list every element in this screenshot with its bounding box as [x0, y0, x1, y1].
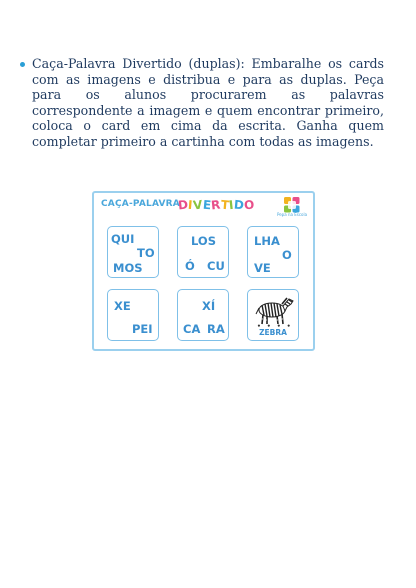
syllable: QUI: [111, 232, 135, 246]
picture-label: ZEBRA: [259, 328, 287, 337]
syllable-tile: [107, 289, 159, 341]
syllable: LHA: [254, 234, 280, 248]
syllable: CU: [207, 259, 225, 273]
syllable: O: [282, 248, 292, 262]
instruction-text: Caça-Palavra Divertido (duplas): Embaralhe os cards com as imagens e distribua e para as duplas. Peça para os alunos procurarem as palavras correspondente a imagem e quem encontrar primeiro, coloca o card em cima da escrita. Ganha quem completar primeiro a cartinha com todas as imagens.: [32, 56, 384, 149]
card-subtitle: [178, 198, 255, 212]
syllable-tile: [177, 289, 229, 341]
card-title: CAÇA-PALAVRA: [101, 199, 180, 209]
picture-tile: [247, 289, 299, 341]
syllable-tile: [177, 226, 229, 278]
subtitle-letter: D: [177, 197, 189, 213]
syllable: Ó: [185, 259, 195, 273]
instruction-item: [20, 56, 384, 150]
syllable: PEI: [132, 322, 153, 336]
syllable: XÍ: [202, 299, 216, 313]
subtitle-letter: O: [243, 197, 256, 213]
subtitle-letter: T: [220, 197, 230, 213]
subtitle-letter: V: [192, 197, 204, 213]
syllable: TO: [137, 246, 155, 260]
syllable: CA: [183, 322, 201, 336]
syllable: LOS: [191, 234, 216, 248]
syllable-tile: [107, 226, 159, 278]
brand-logo: [270, 197, 314, 221]
syllable: MOS: [113, 261, 143, 275]
word-search-card: [92, 191, 315, 351]
logo-mark-icon: [284, 197, 300, 213]
subtitle-letter: I: [228, 197, 235, 213]
syllable: RA: [207, 322, 225, 336]
subtitle-letter: D: [233, 197, 245, 213]
syllable: VE: [254, 261, 271, 275]
dots-decoration: • • • •: [257, 323, 293, 330]
instruction-list: [20, 56, 384, 150]
logo-text: Pepa na Escola: [276, 212, 308, 217]
zebra-icon: [254, 294, 294, 326]
subtitle-letter: I: [187, 197, 194, 213]
bullet-icon: [20, 62, 25, 67]
subtitle-letter: E: [202, 197, 212, 213]
subtitle-letter: R: [210, 197, 222, 213]
syllable-tile: [247, 226, 299, 278]
syllable: XE: [114, 299, 131, 313]
